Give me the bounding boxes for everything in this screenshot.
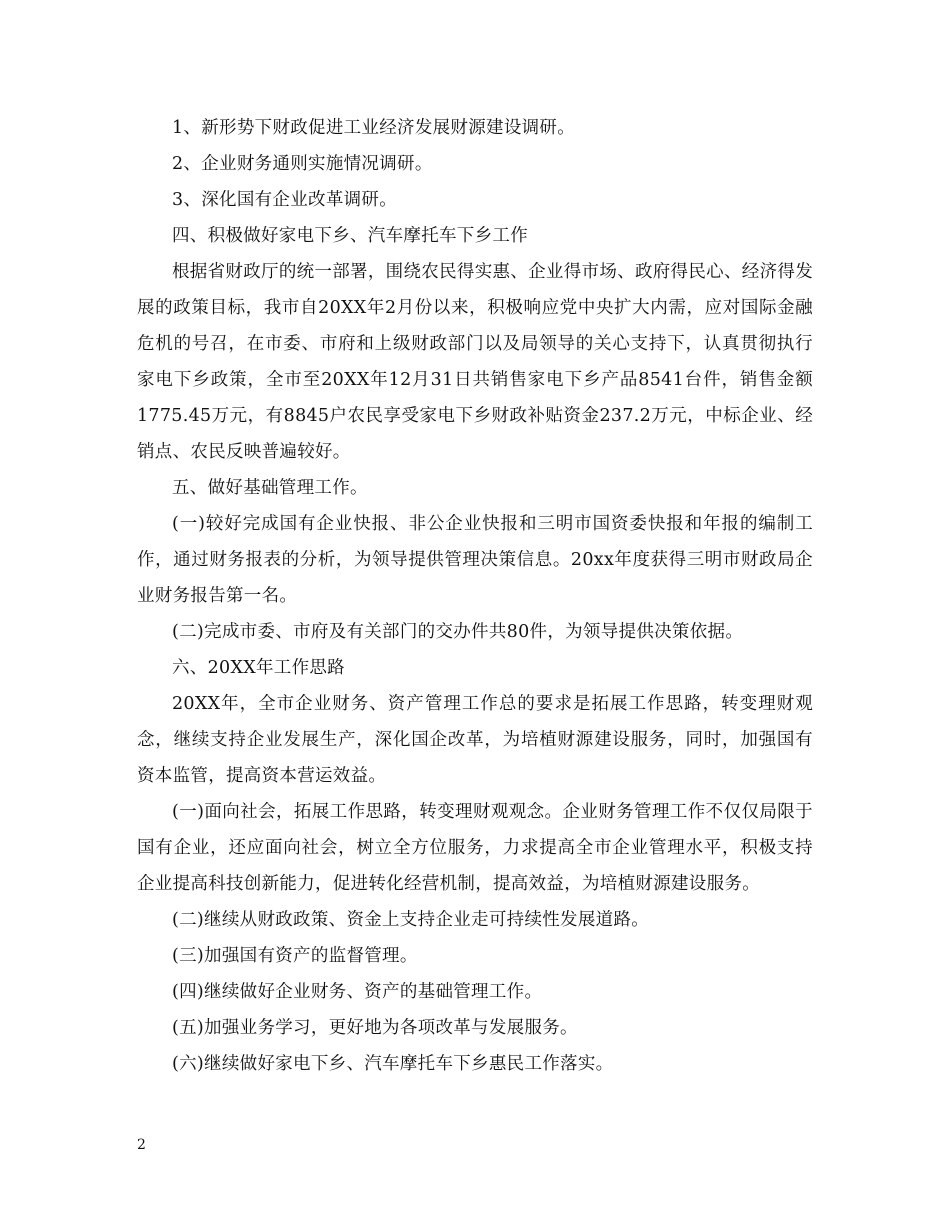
section-heading-5: 五、做好基础管理工作。 [172,478,368,498]
paragraph-research-item-2: 2、企业财务通则实施情况调研。 [172,154,433,174]
paragraph-plan-item-6: (六)继续做好家电下乡、汽车摩托车下乡惠民工作落实。 [172,1054,614,1074]
paragraph-plan-item-2: (二)继续从财政政策、资金上支持企业走可持续性发展道路。 [172,910,650,930]
paragraph-plan-item-3: (三)加强国有资产的监督管理。 [172,946,418,966]
paragraph-research-item-3: 3、深化国有企业改革调研。 [172,190,398,210]
paragraph-management-2: (二)完成市委、市府及有关部门的交办件共80件，为领导提供决策依据。 [172,622,744,642]
page-number: 2 [137,1137,146,1153]
paragraph-plan-item-4: (四)继续做好企业财务、资产的基础管理工作。 [172,982,543,1002]
paragraph-appliance-program: 根据省财政厅的统一部署，围绕农民得实惠、企业得市场、政府得民心、经济得发展的政策目标，我市自20XX年2月份以来，积极响应党中央扩大内需，应对国际金融危机的号召，在市委、市府和上级财政部门以及局领导的关心支持下，认真贯彻执行家电下乡政策，全市至20XX年12月31日共销售家电下乡产品8541台件，销售金额1775.45万元，有8845户农民享受家电下乡财政补贴资金237.2万元，中标企业、经销点、农民反映普遍较好。 [137,262,813,462]
section-heading-4: 四、积极做好家电下乡、汽车摩托车下乡工作 [172,226,528,246]
paragraph-plan-item-5: (五)加强业务学习，更好地为各项改革与发展服务。 [172,1018,578,1038]
paragraph-plan-item-1: (一)面向社会，拓展工作思路，转变理财观观念。企业财务管理工作不仅仅局限于国有企业，还应面向社会，树立全方位服务，力求提高全市企业管理水平，积极支持企业提高科技创新能力，促进转化经营机制，提高效益，为培植财源建设服务。 [137,802,813,894]
section-heading-6: 六、20XX年工作思路 [172,658,345,678]
paragraph-management-1: (一)较好完成国有企业快报、非公企业快报和三明市国资委快报和年报的编制工作，通过财务报表的分析，为领导提供管理决策信息。20xx年度获得三明市财政局企业财务报告第一名。 [137,514,813,606]
document-body [137,110,813,1082]
paragraph-research-item-1: 1、新形势下财政促进工业经济发展财源建设调研。 [172,118,576,138]
paragraph-work-plan-summary: 20XX年，全市企业财务、资产管理工作总的要求是拓展工作思路，转变理财观念，继续支持企业发展生产，深化国企改革，为培植财源建设服务，同时，加强国有资本监管，提高资本营运效益。 [137,694,813,786]
